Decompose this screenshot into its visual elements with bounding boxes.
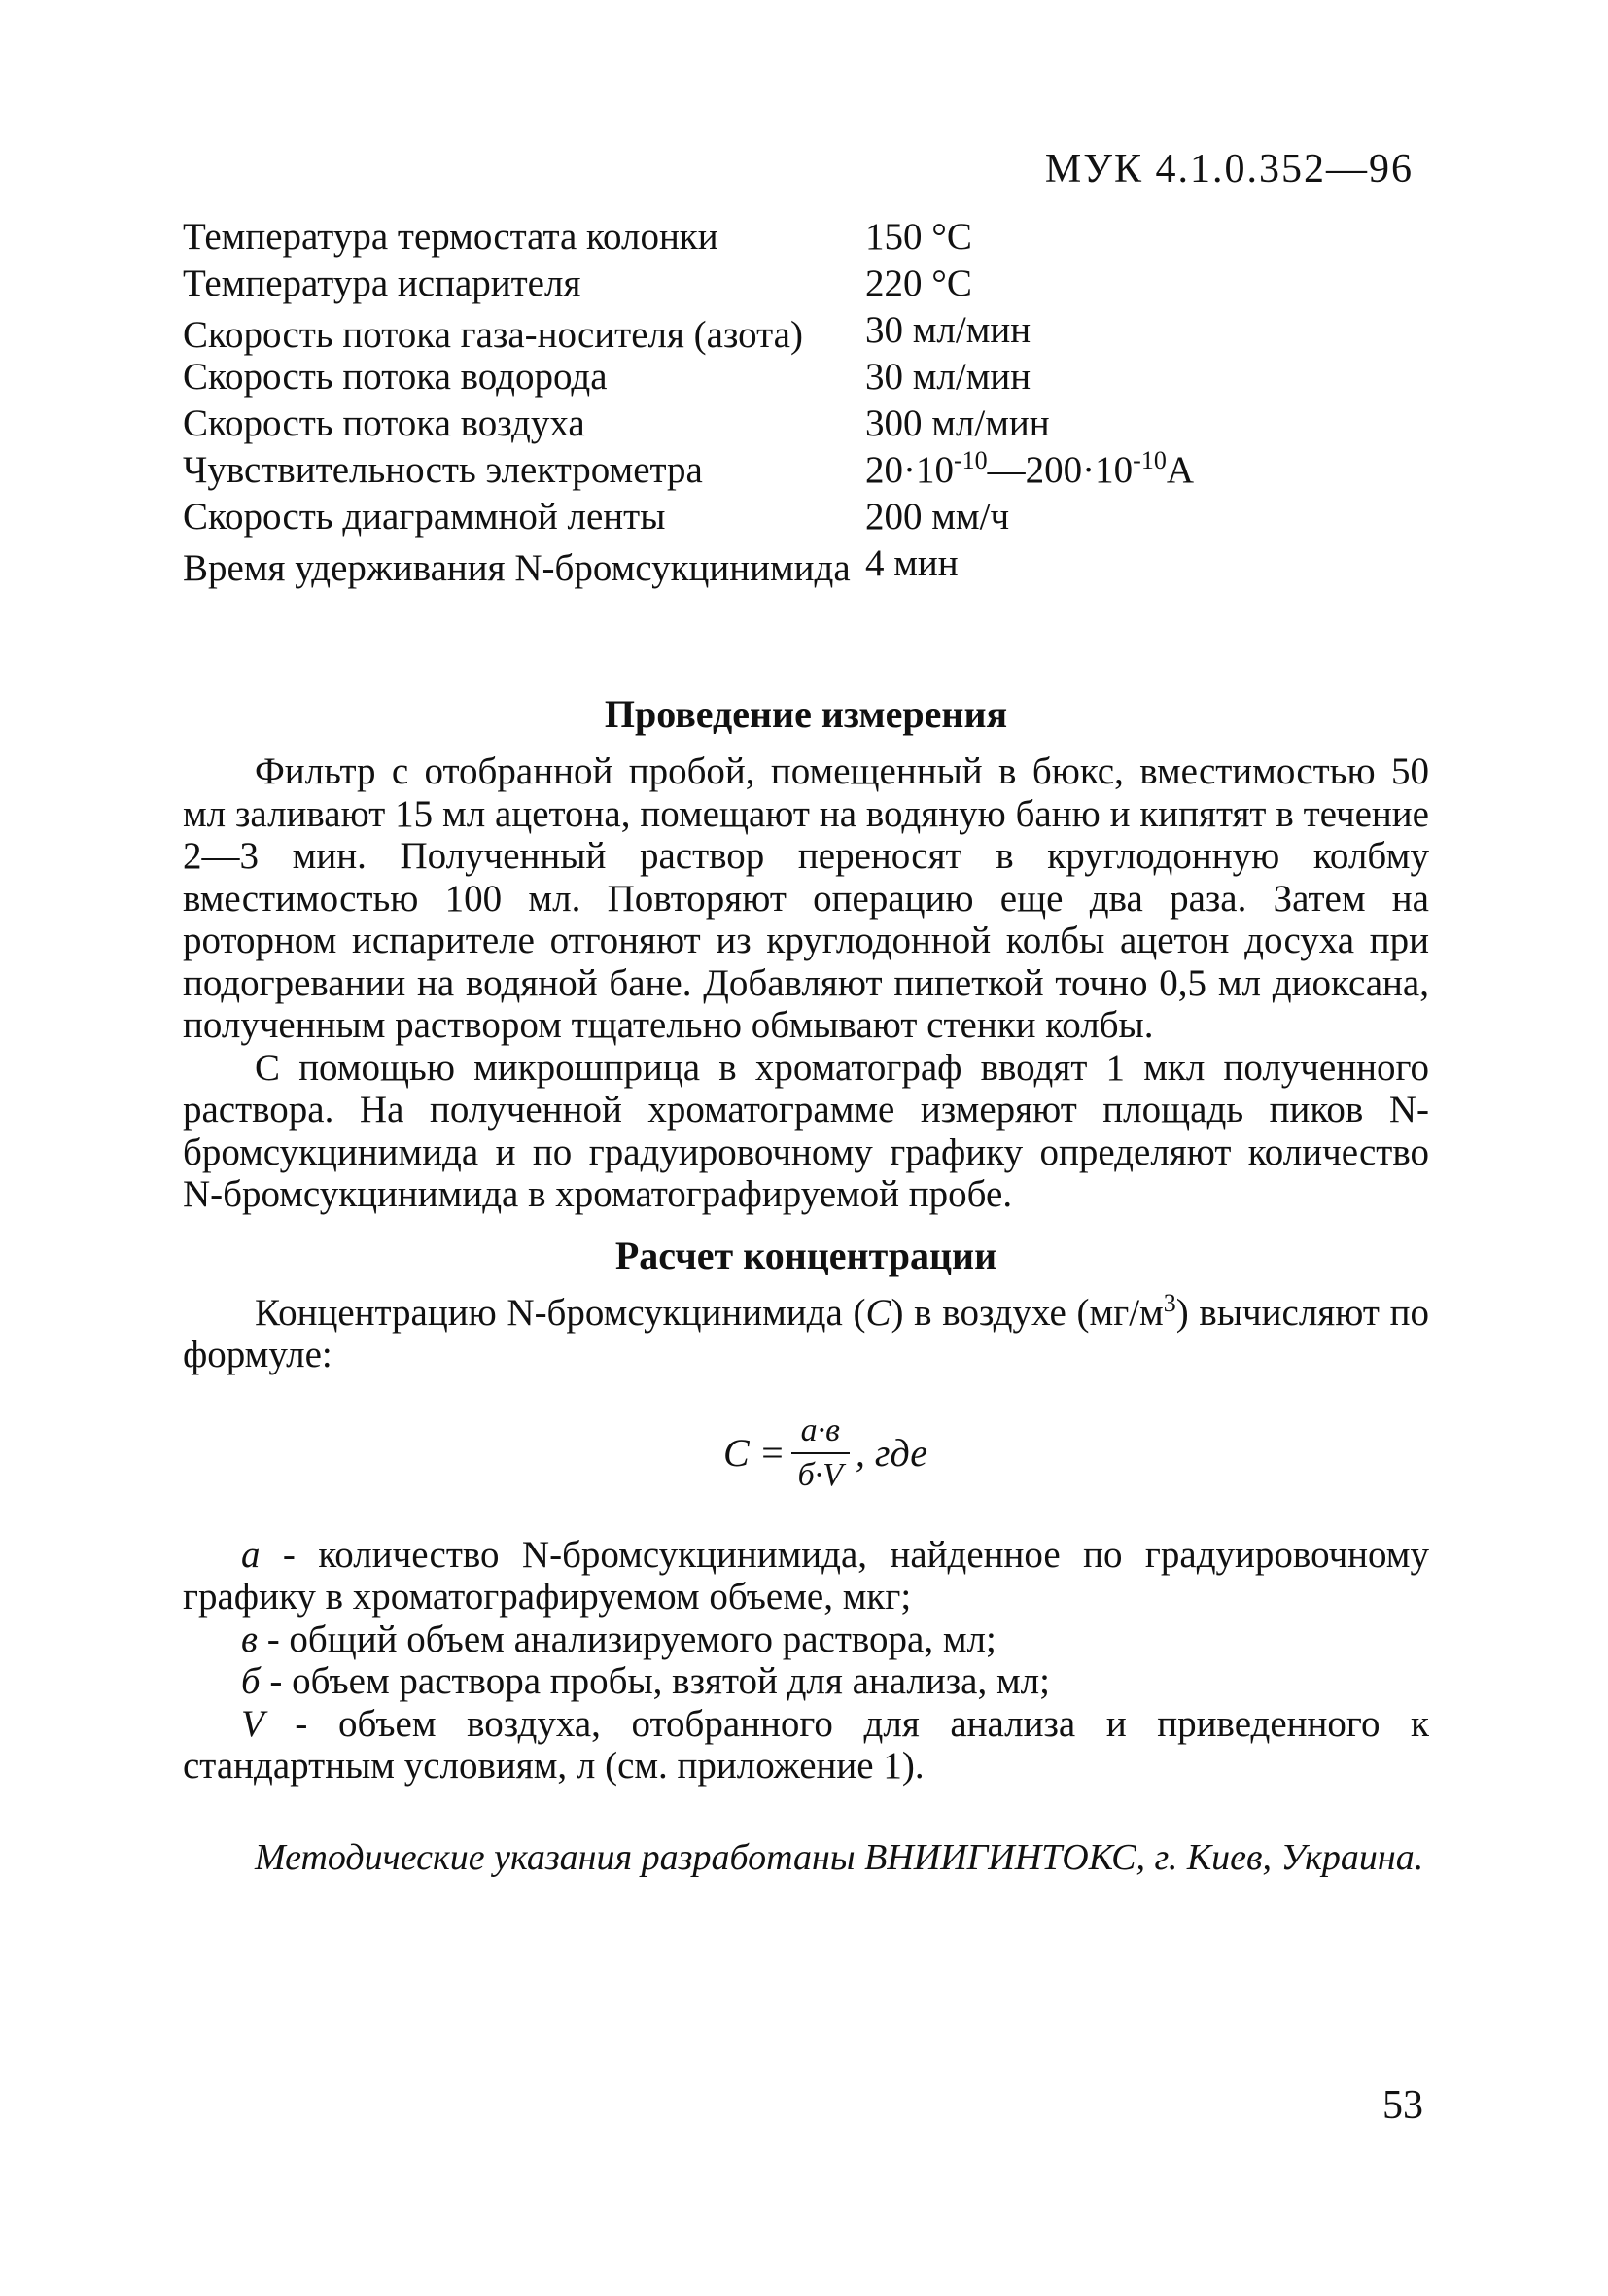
variable-symbol: a	[241, 1533, 261, 1576]
param-value: 30 мл/мин	[865, 356, 1031, 398]
concentration-symbol: C	[865, 1291, 891, 1334]
param-row	[183, 447, 1437, 494]
param-value: 150 °C	[865, 216, 972, 258]
param-row	[183, 540, 1437, 587]
sensitivity-unit: A	[1166, 449, 1195, 491]
document-body	[183, 680, 1429, 1879]
param-name: Температура термостата колонки	[183, 216, 718, 258]
formula-numerator: a·в	[791, 1411, 850, 1454]
sensitivity-exponent: -10	[1133, 446, 1167, 474]
definition-item	[183, 1660, 1429, 1703]
definition-item	[183, 1618, 1429, 1661]
param-name: Скорость диаграммной ленты	[183, 496, 666, 538]
formula-fraction	[791, 1411, 850, 1495]
definition-item	[183, 1534, 1429, 1618]
param-name: Время удерживания N-бромсукцинимида	[183, 547, 851, 589]
definition-text: - количество N-бромсукцинимида, найденное по градуировочному графику в хроматографируемом объеме, мкг;	[183, 1533, 1429, 1618]
intro-text: Концентрацию N-бромсукцинимида (	[255, 1291, 866, 1334]
section-heading: Расчет концентрации	[614, 1233, 997, 1277]
sensitivity-part: —200·10	[987, 449, 1134, 491]
paragraph: С помощью микрошприца в хроматограф вводят 1 мкл полученного раствора. На полученной хроматограмме измеряют площадь пиков N-бромсукцинимида и по градуировочному графику определяют количество N-бромсукцинимида в хроматографируемой пробе.	[183, 1046, 1429, 1215]
document-code: МУК 4.1.0.352—96	[1044, 147, 1414, 191]
sensitivity-part: 20·10	[865, 449, 954, 491]
variable-symbol: в	[241, 1618, 258, 1660]
definition-text: - объем раствора пробы, взятой для анализа, мл;	[260, 1660, 1050, 1702]
formula-denominator: б·V	[797, 1456, 843, 1493]
formula-suffix: , где	[855, 1430, 928, 1475]
param-value	[865, 447, 1437, 494]
intro-text: ) вычисляют по формуле:	[183, 1291, 1429, 1375]
intro-text: ) в воздухе (мг/м	[891, 1291, 1164, 1334]
param-name: Скорость потока газа-носителя (азота)	[183, 314, 803, 356]
page-number: 53	[1382, 2083, 1423, 2128]
param-row	[183, 494, 1437, 540]
formula-intro	[183, 1288, 1429, 1376]
concentration-formula	[222, 1411, 1429, 1495]
variable-symbol: б	[241, 1660, 261, 1702]
param-row	[183, 261, 1437, 307]
param-value: 4 мин	[865, 542, 959, 584]
param-name: Скорость потока водорода	[183, 356, 608, 398]
param-name: Чувствительность электрометра	[183, 449, 703, 491]
param-value: 200 мм/ч	[865, 496, 1010, 538]
param-name: Скорость потока воздуха	[183, 402, 585, 444]
formula-lhs: C =	[722, 1430, 786, 1475]
paragraph: Фильтр с отобранной пробой, помещенный в бюкс, вместимостью 50 мл заливают 15 мл ацетона, помещают на водяную баню и кипятят в течение 2—3 мин. Полученный раствор переносят в круглодонную колбму вместимостью 100 мл. Повторяют операцию еще два раза. Затем на роторном испарителе отгоняют из круглодонной колбы ацетон досуха при подогревании на водяной бане. Добавляют пипеткой точно 0,5 мл диоксана, полученным раствором тщательно обмывают стенки колбы.	[183, 750, 1429, 1046]
param-row	[183, 400, 1437, 447]
parameters-table	[183, 214, 1437, 587]
param-name: Температура испарителя	[183, 262, 581, 304]
definition-item	[183, 1703, 1429, 1788]
param-value: 300 мл/мин	[865, 402, 1050, 444]
unit-exponent: 3	[1163, 1288, 1176, 1317]
param-row	[183, 354, 1437, 400]
section-heading: Проведение измерения	[604, 692, 1008, 736]
param-value: 220 °C	[865, 262, 972, 304]
variable-definitions	[183, 1534, 1429, 1788]
variable-symbol: V	[241, 1702, 264, 1745]
definition-text: - общий объем анализируемого раствора, мл;	[257, 1618, 996, 1660]
sensitivity-exponent: -10	[954, 446, 988, 474]
param-value: 30 мл/мин	[865, 309, 1031, 351]
param-row	[183, 307, 1437, 354]
param-row	[183, 214, 1437, 261]
developer-note: Методические указания разработаны ВНИИГИНТОКС, г. Киев, Украина.	[255, 1836, 1424, 1878]
definition-text: - объем воздуха, отобранного для анализа и приведенного к стандартным условиям, л (см. приложение 1).	[183, 1702, 1429, 1787]
